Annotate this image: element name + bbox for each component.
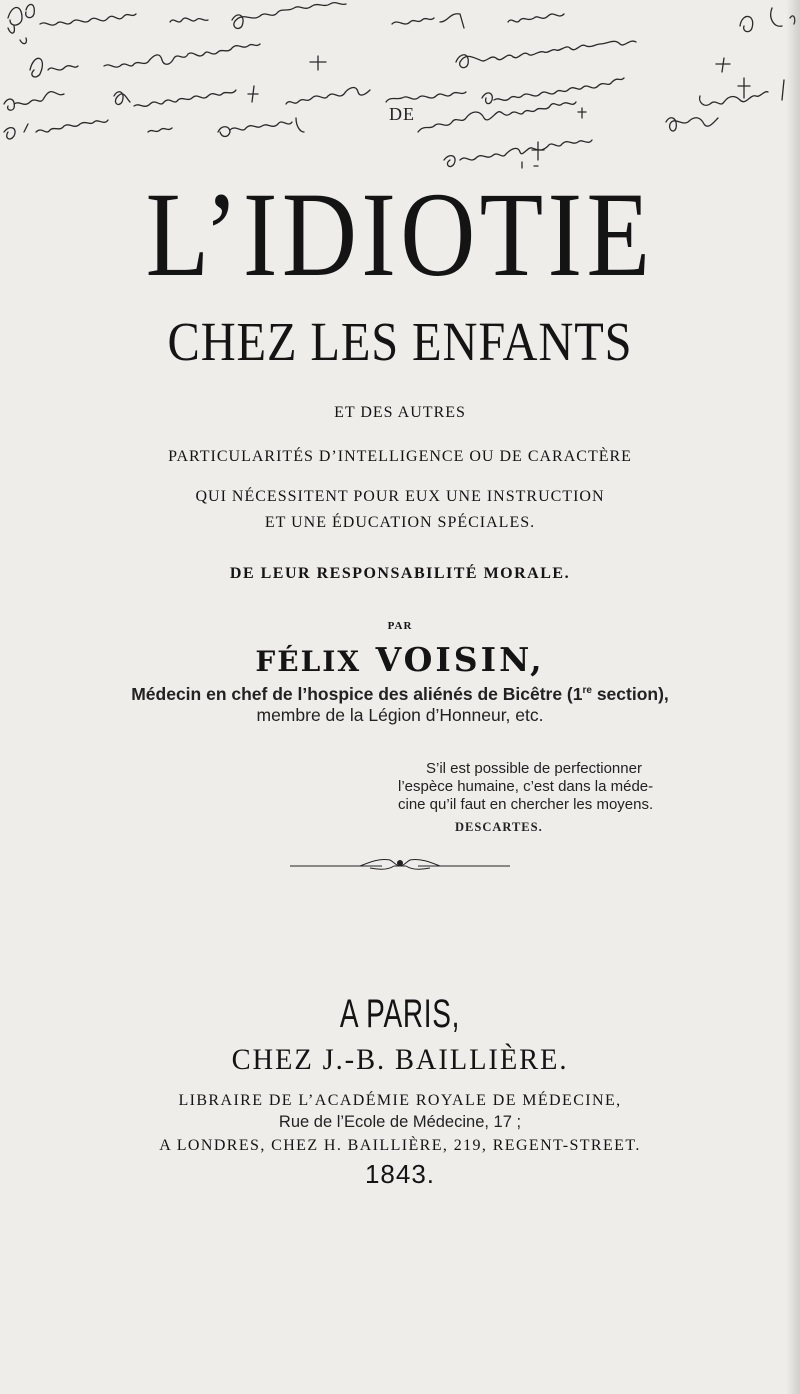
epigraph-line-3: cine qu’il faut en chercher les moyens. [398, 796, 654, 813]
imprint-publisher: CHEZ J.-B. BAILLIÈRE. [231, 1043, 569, 1076]
book-subtitle: CHEZ LES ENFANTS [167, 311, 633, 372]
imprint-place: A PARIS, [339, 992, 461, 1036]
author-first-name: FÉLIX [255, 645, 362, 678]
subtitle-line-5: DE LEUR RESPONSABILITÉ MORALE. [229, 565, 571, 582]
epigraph-line-1: S’il est possible de perfectionner [426, 760, 642, 777]
affiliation-1b: section), [591, 684, 669, 704]
epigraph-line-2: l’espèce humaine, c’est dans la méde- [398, 778, 654, 795]
author-affiliation-1 [0, 684, 800, 705]
affiliation-1a: Médecin en chef de l’hospice des aliénés de Bicêtre (1 [131, 684, 583, 704]
epigraph [398, 760, 718, 814]
imprint-line-3: A LONDRES, CHEZ H. BAILLIÈRE, 219, REGENT-STREET. [159, 1137, 641, 1154]
handwritten-inscription [0, 0, 800, 170]
author-affiliation-2: membre de la Légion d’Honneur, etc. [256, 705, 544, 725]
subtitle-line-3: QUI NÉCESSITENT POUR EUX UNE INSTRUCTION [195, 488, 605, 505]
ornament-divider-icon [290, 856, 510, 872]
inscription-printed-word: DE [389, 104, 415, 124]
book-title: L’IDIOTIE [145, 168, 655, 302]
affiliation-superscript: re [582, 685, 592, 697]
author-name [0, 640, 800, 679]
subtitle-line-2: PARTICULARITÉS D’INTELLIGENCE OU DE CARACTÈRE [168, 448, 632, 465]
subtitle-line-4: ET UNE ÉDUCATION SPÉCIALES. [264, 514, 536, 531]
subtitle-line-1: ET DES AUTRES [334, 404, 466, 421]
author-last-name: VOISIN, [375, 640, 545, 679]
imprint-line-1: LIBRAIRE DE L’ACADÉMIE ROYALE DE MÉDECINE, [178, 1092, 622, 1109]
epigraph-author: DESCARTES. [455, 820, 543, 834]
page-edge-shadow [786, 0, 800, 1394]
handwriting-scribble-icon [0, 0, 800, 170]
byline-par: PAR [387, 620, 413, 632]
imprint-line-2: Rue de l’Ecole de Médecine, 17 ; [278, 1113, 522, 1131]
imprint-year: 1843. [364, 1159, 436, 1189]
